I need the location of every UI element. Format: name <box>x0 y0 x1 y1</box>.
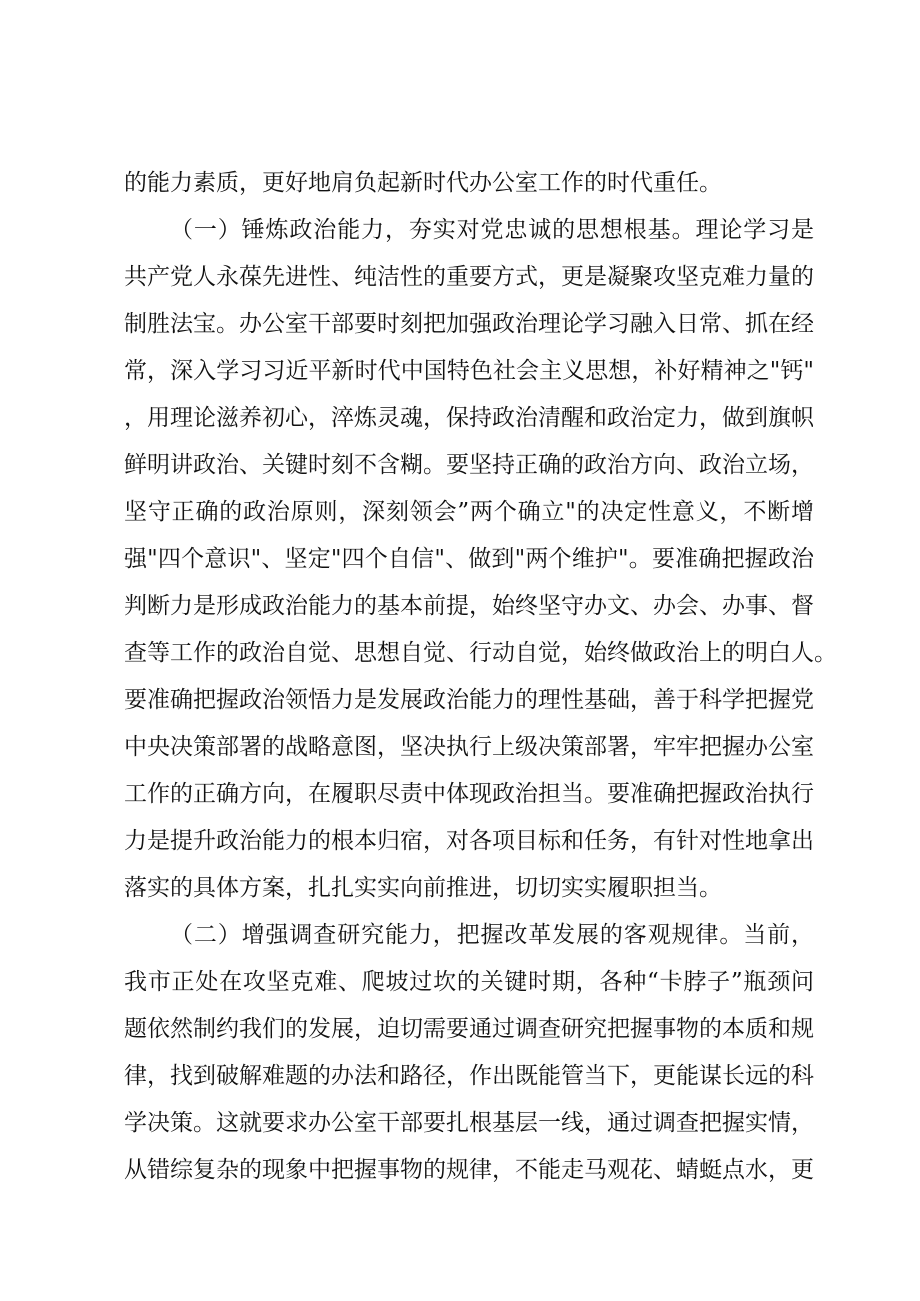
text-line: 鲜明讲政治、关键时刻不含糊。要坚持正确的政治方向、政治立场， <box>124 452 814 478</box>
text-line: 制胜法宝。办公室干部要时刻把加强政治理论学习融入日常、抓在经 <box>124 311 814 337</box>
text-line: 题依然制约我们的发展，迫切需要通过调查研究把握事物的本质和规 <box>124 1016 814 1042</box>
text-line: 共产党人永葆先进性、纯洁性的重要方式，更是凝聚攻坚克难力量的 <box>124 264 814 290</box>
text-line: 强"四个意识"、坚定"四个自信"、做到"两个维护"。要准确把握政治 <box>124 546 814 572</box>
text-line: 的能力素质，更好地肩负起新时代办公室工作的时代重任。 <box>124 170 722 196</box>
text-line: 我市正处在攻坚克难、爬坡过坎的关键时期，各种“卡脖子”瓶颈问 <box>124 969 814 995</box>
text-line: ，用理论滋养初心，淬炼灵魂，保持政治清醒和政治定力，做到旗帜 <box>124 405 814 431</box>
text-line: 落实的具体方案，扎扎实实向前推进，切切实实履职担当。 <box>124 875 722 901</box>
text-line: 坚守正确的政治原则，深刻领会”两个确立"的决定性意义，不断增 <box>124 499 814 525</box>
text-line: 工作的正确方向，在履职尽责中体现政治担当。要准确把握政治执行 <box>124 781 814 807</box>
text-line: 查等工作的政治自觉、思想自觉、行动自觉，始终做政治上的明白人。 <box>124 640 837 666</box>
section-heading-line: （二）增强调查研究能力，把握改革发展的客观规律。当前， <box>170 922 814 948</box>
text-line: 要准确把握政治领悟力是发展政治能力的理性基础，善于科学把握党 <box>124 687 814 713</box>
text-line: 判断力是形成政治能力的基本前提，始终坚守办文、办会、办事、督 <box>124 593 814 619</box>
section-heading-line: （一）锤炼政治能力，夯实对党忠诚的思想根基。理论学习是 <box>170 217 814 243</box>
text-line: 学决策。这就要求办公室干部要扎根基层一线，通过调查把握实情， <box>124 1110 814 1136</box>
text-line: 力是提升政治能力的根本归宿，对各项目标和任务，有针对性地拿出 <box>124 828 814 854</box>
text-line: 从错综复杂的现象中把握事物的规律，不能走马观花、蜻蜓点水，更 <box>124 1157 814 1183</box>
text-line: 律，找到破解难题的办法和路径，作出既能管当下，更能谋长远的科 <box>124 1063 814 1089</box>
text-line: 常，深入学习习近平新时代中国特色社会主义思想，补好精神之"钙" <box>124 358 814 384</box>
text-line: 中央决策部署的战略意图，坚决执行上级决策部署，牢牢把握办公室 <box>124 734 814 760</box>
